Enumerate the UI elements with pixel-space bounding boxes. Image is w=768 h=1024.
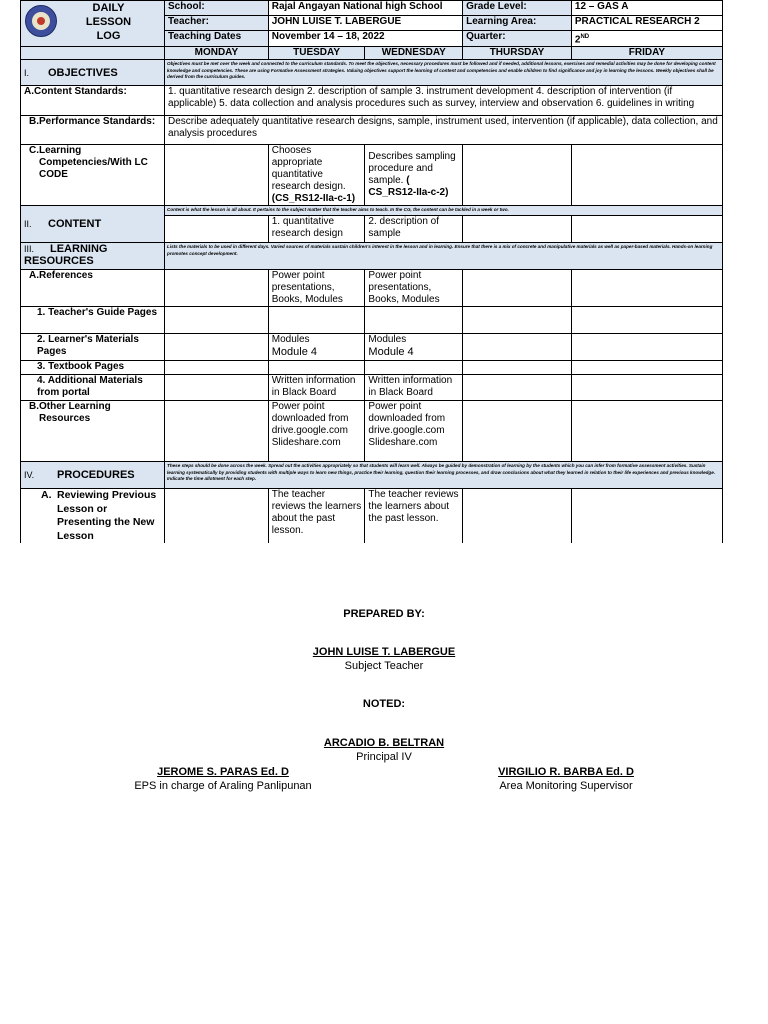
learners-materials-tuesday: Modules Module 4: [268, 334, 365, 361]
objectives-heading: I. OBJECTIVES: [21, 60, 165, 86]
additional-friday: [571, 375, 722, 401]
performance-standards-label: B. Performance Standards:: [21, 116, 165, 145]
competency-thursday: [463, 145, 572, 206]
learning-area-value: PRACTICAL RESEARCH 2: [571, 16, 722, 31]
other-resources-label: B. Other Learning Resources: [21, 401, 165, 462]
teachers-guide-wednesday: [365, 307, 463, 334]
other-tuesday: Power point downloaded from drive.google.com Slideshare.com: [268, 401, 365, 462]
teacher-value: JOHN LUISE T. LABERGUE: [268, 16, 462, 31]
learners-materials-thursday: [463, 334, 572, 361]
reviewing-lesson-label: A. Reviewing Previous Lesson or Presenting the New Lesson: [21, 489, 165, 543]
additional-materials-label: 4. Additional Materials from portal: [21, 375, 165, 401]
teacher-label: Teacher:: [165, 16, 269, 31]
competency-monday: [165, 145, 269, 206]
textbook-monday: [165, 361, 269, 375]
competency-friday: [571, 145, 722, 206]
other-wednesday: Power point downloaded from drive.google.com Slideshare.com: [365, 401, 463, 462]
school-value: Rajal Angayan National high School: [268, 1, 462, 16]
content-note: Content is what the lesson is all about. It pertains to the subject matter that the teacher aims to teach. In the CG, the content can be tackled in a week or two.: [165, 206, 723, 216]
day-friday: FRIDAY: [571, 47, 722, 60]
reviewing-monday: [165, 489, 269, 543]
content-standards-value: 1. quantitative research design 2. description of sample 3. instrument development 4. description of intervention (if applicable) 5. data collection and analysis procedures such as survey, interview and observation 6. guidelines in writing: [165, 86, 723, 116]
teachers-guide-tuesday: [268, 307, 365, 334]
references-friday: [571, 270, 722, 307]
other-friday: [571, 401, 722, 462]
eps-title: EPS in charge of Araling Panlipunan: [134, 780, 312, 792]
quarter-value: 2ND: [571, 31, 722, 47]
content-standards-label: A. Content Standards:: [21, 86, 165, 116]
noted-label: NOTED:: [362, 698, 406, 710]
competency-tuesday: Chooses appropriate quantitative research design. (CS_RS12-IIa-c-1): [268, 145, 365, 206]
other-thursday: [463, 401, 572, 462]
performance-standards-value: Describe adequately quantitative research designs, sample, instrument used, intervention (if applicable), data collection, and analysis procedures: [165, 116, 723, 145]
day-wednesday: WEDNESDAY: [365, 47, 463, 60]
day-tuesday: TUESDAY: [268, 47, 365, 60]
references-label: A.References: [21, 270, 165, 307]
reviewing-friday: [571, 489, 722, 543]
teachers-guide-monday: [165, 307, 269, 334]
eps-signature: [93, 765, 353, 793]
deped-seal-icon: [25, 5, 57, 37]
additional-thursday: [463, 375, 572, 401]
dll-title: DAILY LESSON LOG: [85, 2, 132, 42]
learning-resources-heading: III. LEARNING RESOURCES: [21, 243, 165, 270]
learning-competencies-label: C. Learning Competencies/With LC CODE: [21, 145, 165, 206]
preparer-signature: [234, 645, 534, 673]
other-monday: [165, 401, 269, 462]
reviewing-tuesday: The teacher reviews the learners about the past lesson.: [268, 489, 365, 543]
additional-tuesday: Written information in Black Board: [268, 375, 365, 401]
learners-materials-friday: [571, 334, 722, 361]
teachers-guide-label: 1. Teacher's Guide Pages: [21, 307, 165, 334]
principal-signature: [234, 736, 534, 764]
day-header-spacer: [21, 47, 165, 60]
principal-title: Principal IV: [356, 751, 412, 763]
prepared-by-label: PREPARED BY:: [343, 608, 425, 620]
content-thursday: [463, 216, 572, 243]
content-heading: II. CONTENT: [21, 206, 165, 243]
teaching-dates-value: November 14 – 18, 2022: [268, 31, 462, 47]
learning-area-label: Learning Area:: [463, 16, 572, 31]
day-monday: MONDAY: [165, 47, 269, 60]
textbook-wednesday: [365, 361, 463, 375]
day-thursday: THURSDAY: [463, 47, 572, 60]
additional-wednesday: Written information in Black Board: [365, 375, 463, 401]
preparer-title: Subject Teacher: [344, 660, 424, 672]
learners-materials-monday: [165, 334, 269, 361]
ams-signature: [446, 765, 686, 793]
content-monday: [165, 216, 269, 243]
content-tuesday: 1. quantitative research design: [268, 216, 365, 243]
learners-materials-label: 2. Learner's Materials Pages: [21, 334, 165, 361]
quarter-label: Quarter:: [463, 31, 572, 47]
daily-lesson-log-sheet: [20, 0, 723, 543]
references-wednesday: Power point presentations, Books, Modules: [365, 270, 463, 307]
grade-level-label: Grade Level:: [463, 1, 572, 16]
dll-title-cell: [21, 1, 165, 47]
teaching-dates-label: Teaching Dates: [165, 31, 269, 47]
textbook-pages-label: 3. Textbook Pages: [21, 361, 165, 375]
content-friday: [571, 216, 722, 243]
additional-monday: [165, 375, 269, 401]
procedures-heading: IV. PROCEDURES: [21, 462, 165, 489]
textbook-tuesday: [268, 361, 365, 375]
textbook-thursday: [463, 361, 572, 375]
teachers-guide-friday: [571, 307, 722, 334]
reviewing-thursday: [463, 489, 572, 543]
school-label: School:: [165, 1, 269, 16]
principal-name: ARCADIO B. BELTRAN: [323, 737, 445, 749]
preparer-name: JOHN LUISE T. LABERGUE: [312, 646, 456, 658]
competency-wednesday: Describes sampling procedure and sample. ( CS_RS12-IIa-c-2): [365, 145, 463, 206]
references-monday: [165, 270, 269, 307]
dll-table: [20, 0, 723, 543]
procedures-note: These steps should be done across the week. Spread out the activities appropriately so that students will learn well. Always be guided by demonstration of learning by the students which you can infer from formative assessment activities. Sustain learning systematically by providing students with multiple ways to learn new things, practice their learning, question their learning processes, and draw conclusions about what they learned in relation to their life experiences and previous knowledge. Indicate the time allotment for each step.: [165, 462, 723, 489]
learning-resources-note: Lists the materials to be used in different days. Varied sources of materials sustain children's interest in the lesson and in learning. Ensure that there is a mix of concrete and manipulative materials as well as paper-based materials. Hands-on learning promotes concept development.: [165, 243, 723, 270]
references-tuesday: Power point presentations, Books, Modules: [268, 270, 365, 307]
ams-title: Area Monitoring Supervisor: [499, 780, 633, 792]
teachers-guide-thursday: [463, 307, 572, 334]
content-wednesday: 2. description of sample: [365, 216, 463, 243]
objectives-note: Objectives must be met over the week and connected to the curriculum standards. To meet the objectives, necessary procedures must be followed and if needed, additional lessons, exercises and remedial activities may be done for developing content knowledge and competencies. These are using Formative Assessment strategies. Valuing objectives support the learning of content and competencies and enable children to find significance and joy in learning the lessons. Weekly objectives shall be derived from the curriculum guides.: [165, 60, 723, 86]
textbook-friday: [571, 361, 722, 375]
learners-materials-wednesday: Modules Module 4: [365, 334, 463, 361]
references-thursday: [463, 270, 572, 307]
grade-level-value: 12 – GAS A: [571, 1, 722, 16]
eps-name: JEROME S. PARAS Ed. D: [157, 766, 289, 778]
ams-name: VIRGILIO R. BARBA Ed. D: [498, 766, 634, 778]
reviewing-wednesday: The teacher reviews the learners about the past lesson.: [365, 489, 463, 543]
